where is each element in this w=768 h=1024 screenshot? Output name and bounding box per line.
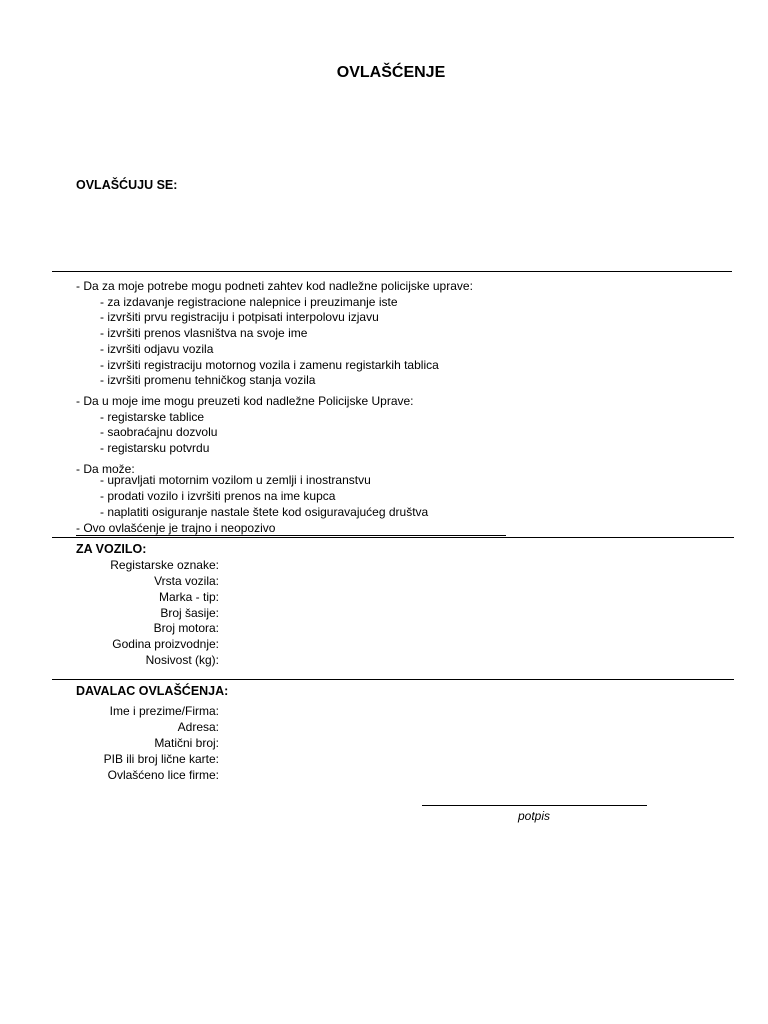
permission-item: - za izdavanje registracione nalepnice i preuzimanje iste	[100, 294, 398, 309]
vehicle-field-label: Nosivost (kg):	[145, 653, 219, 667]
permission-item: - registarske tablice	[100, 409, 205, 424]
permission-final: - Ovo ovlašćenje je trajno i neopozivo	[76, 520, 276, 535]
grantor-fields	[0, 704, 230, 789]
section-divider-grantor	[52, 679, 734, 680]
permission-item: - naplatiti osiguranje nastale štete kod osiguravajućeg društva	[100, 504, 429, 519]
permission-item: - saobraćajnu dozvolu	[100, 425, 218, 440]
permission-item: - izvršiti registraciju motornog vozila i zamenu registarkih tablica	[100, 357, 439, 372]
permission-item: - izvršiti prenos vlasništva na svoje ime	[100, 326, 308, 341]
vehicle-field-label: Broj motora:	[153, 621, 219, 635]
vehicle-field-label: Broj šasije:	[160, 606, 219, 620]
permission-item: - izvršiti promenu tehničkog stanja vozila	[100, 373, 316, 388]
grantor-field-label: Adresa:	[177, 720, 219, 734]
permission-item: - prodati vozilo i izvršiti prenos na ime kupca	[100, 489, 336, 504]
vehicle-field-label: Vrsta vozila:	[154, 574, 219, 588]
vehicle-field-label: Marka - tip:	[158, 590, 219, 604]
vehicle-fields	[0, 558, 230, 673]
authorize-heading: OVLAŠĆUJU SE:	[76, 178, 178, 192]
grantor-field-label: Matični broj:	[154, 736, 219, 750]
section-divider-top	[52, 271, 732, 272]
vehicle-heading: ZA VOZILO:	[76, 542, 147, 556]
permission-intro-1: - Da za moje potrebe mogu podneti zahtev kod nadležne policijske uprave:	[76, 279, 473, 293]
grantor-field-label: Ime i prezime/Firma:	[109, 704, 219, 718]
permission-item: - registarsku potvrdu	[100, 441, 210, 456]
signature-line	[422, 805, 647, 806]
vehicle-field-label: Godina proizvodnje:	[112, 637, 219, 651]
permission-item: - upravljati motornim vozilom u zemlji i inostranstvu	[100, 473, 371, 488]
grantor-heading: DAVALAC OVLAŠĆENJA:	[76, 684, 229, 698]
permission-item: - izvršiti odjavu vozila	[100, 341, 214, 356]
signature-label: potpis	[518, 809, 551, 823]
section-divider-vehicle	[52, 537, 734, 538]
grantor-field-label: PIB ili broj lične karte:	[103, 752, 219, 766]
permission-item: - izvršiti prvu registraciju i potpisati interpolovu izjavu	[100, 310, 379, 325]
permission-intro-3: - Da može:	[76, 461, 135, 476]
section-divider-short	[76, 535, 506, 536]
document-title: OVLAŠĆENJE	[336, 64, 446, 81]
grantor-field-label: Ovlašćeno lice firme:	[107, 768, 219, 782]
permissions-section	[76, 279, 473, 536]
permission-intro-2: - Da u moje ime mogu preuzeti kod nadležne Policijske Uprave:	[76, 393, 414, 408]
vehicle-field-label: Registarske oznake:	[110, 558, 219, 572]
